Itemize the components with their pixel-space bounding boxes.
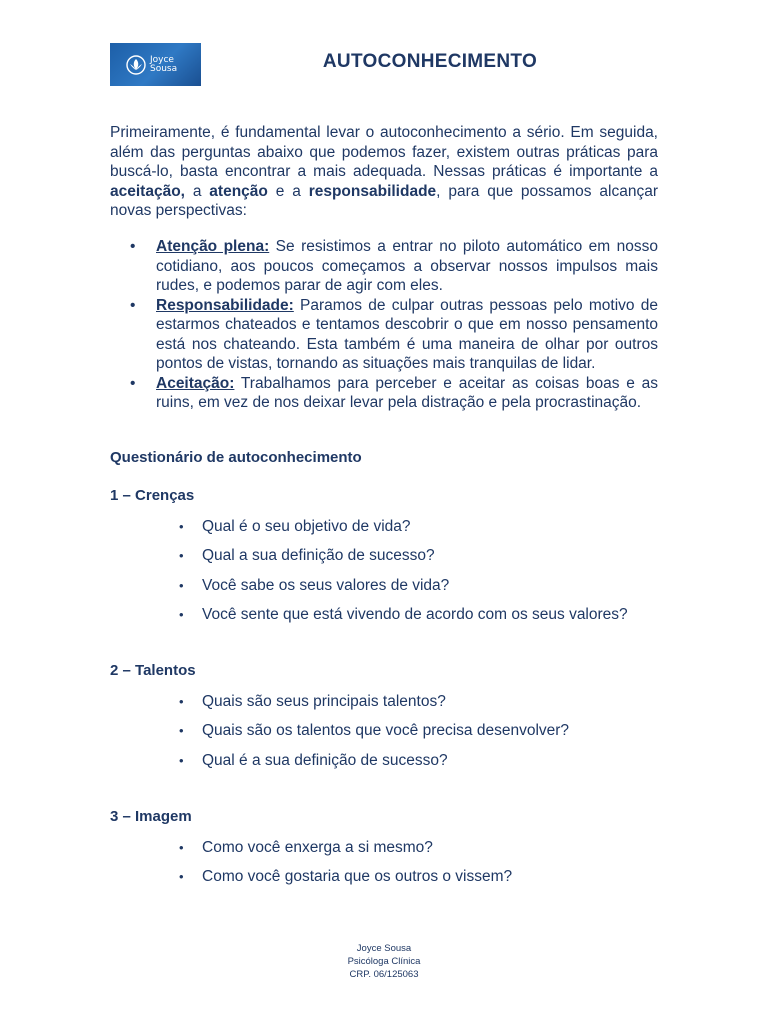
intro-bold-3: responsabilidade [308, 182, 437, 200]
bullet-icon: • [179, 577, 184, 593]
bullet-icon: • [179, 752, 184, 768]
intro-text-1: Primeiramente, é fundamental levar o autoconhecimento a sério. Em seguida, além das perguntas abaixo que podemos fazer, existem outras práticas para buscá-lo, basta encontrar a mais adequada. Nessas práticas é importante a [110, 124, 658, 180]
bullet-icon: • [130, 374, 136, 392]
question-item [110, 867, 512, 896]
footer-role: Psicóloga Clínica [347, 956, 421, 967]
question-list-crencas [110, 517, 628, 634]
practice-item-atencao [110, 237, 658, 296]
intro-text-2: a [184, 182, 210, 200]
footer-crp: CRP. 06/125063 [349, 969, 419, 980]
question-item [110, 517, 628, 546]
practice-item-aceitacao [110, 374, 658, 413]
footer [284, 942, 484, 981]
question-item [110, 576, 628, 605]
bullet-icon: • [179, 723, 184, 739]
section-title-talentos: 2 – Talentos [110, 662, 196, 679]
question-text: Qual é o seu objetivo de vida? [202, 518, 411, 535]
practice-term: Atenção plena: [156, 238, 270, 255]
bullet-icon: • [130, 238, 136, 255]
question-item [110, 838, 512, 867]
bullet-icon: • [179, 606, 184, 622]
logo-line-1: Joyce [150, 54, 174, 65]
question-text: Você sabe os seus valores de vida? [202, 576, 450, 594]
question-item [110, 605, 628, 634]
logo-line-2: Sousa [150, 63, 178, 74]
bullet-icon: • [179, 869, 184, 885]
question-item [110, 721, 569, 750]
section-title-crencas: 1 – Crenças [110, 487, 195, 504]
bullet-icon: • [130, 296, 136, 314]
intro-text-3: e a [267, 182, 309, 200]
intro-text-4: , para que possamos alcançar novas perspectivas: [110, 182, 658, 219]
document-title: AUTOCONHECIMENTO [322, 51, 538, 72]
logo-text [150, 56, 177, 74]
practice-text: Trabalhamos para perceber e aceitar as coisas boas e as ruins, em vez de nos deixar levar pela distração e pela procrastinação. [156, 374, 658, 411]
bullet-icon: • [179, 519, 184, 534]
question-text: Quais são os talentos que você precisa desenvolver? [202, 722, 570, 740]
question-list-talentos [110, 692, 569, 780]
bullet-icon: • [179, 548, 184, 564]
intro-bold-2: atenção [209, 182, 268, 200]
question-list-imagem [110, 838, 512, 897]
question-text: Como você gostaria que os outros o vissem? [202, 868, 513, 886]
question-item [110, 546, 628, 575]
logo [110, 43, 201, 86]
practice-item-responsabilidade [110, 296, 658, 374]
intro-paragraph [110, 123, 658, 221]
lotus-icon [126, 55, 146, 75]
footer-name: Joyce Sousa [356, 943, 412, 954]
question-text: Qual a sua definição de sucesso? [202, 547, 435, 565]
practices-list [110, 237, 658, 413]
practice-text: Paramos de culpar outras pessoas pelo motivo de estarmos chateados e tentamos descobrir o que em nosso pensamento está nos chateando. Esta também é uma maneira de olhar por outros pontos de vistas, tornando as situações mais tranquilas de lidar. [156, 296, 658, 372]
practice-text: Se resistimos a entrar no piloto automático em nosso cotidiano, aos poucos começamos a observar nossos impulsos mais rudes, e podemos parar de agir com eles. [156, 238, 658, 294]
practice-term: Responsabilidade: [156, 296, 294, 314]
bullet-icon: • [179, 840, 184, 855]
bullet-icon: • [179, 694, 184, 709]
question-item [110, 692, 569, 721]
question-text: Quais são seus principais talentos? [202, 693, 446, 710]
question-text: Como você enxerga a si mesmo? [202, 839, 433, 856]
section-title-imagem: 3 – Imagem [110, 808, 192, 825]
questionnaire-title: Questionário de autoconhecimento [110, 449, 362, 466]
practice-term: Aceitação: [156, 374, 235, 392]
question-text: Qual é a sua definição de sucesso? [202, 751, 448, 769]
question-text: Você sente que está vivendo de acordo com os seus valores? [202, 605, 628, 623]
intro-bold-1: aceitação, [110, 182, 185, 200]
question-item [110, 751, 569, 780]
